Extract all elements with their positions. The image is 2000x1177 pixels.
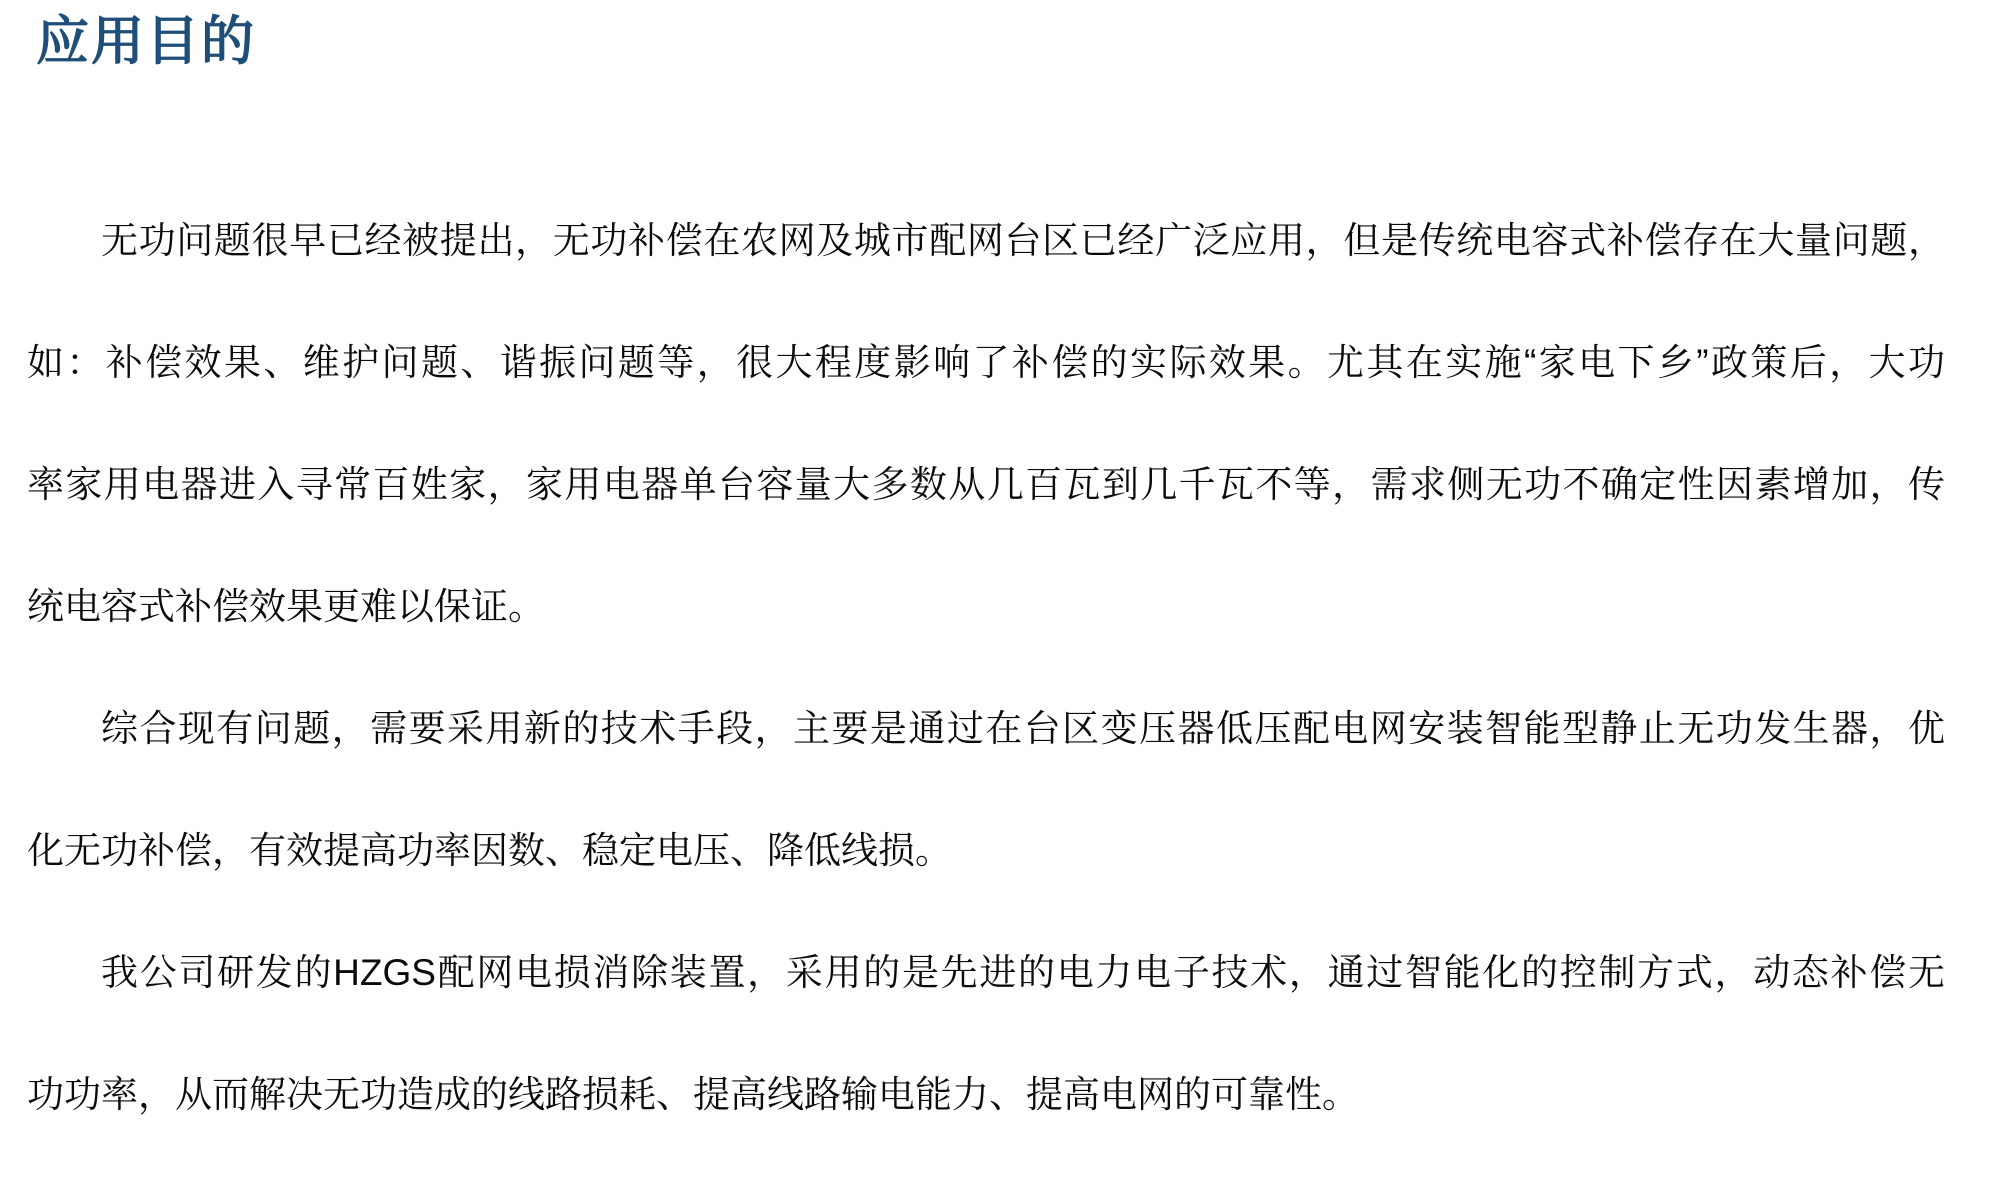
page-title: 应用目的: [36, 12, 256, 71]
text-line: 综合现有问题，需要采用新的技术手段，主要是通过在台区变压器低压配电网安装智能型静止无功发生器，优: [101, 708, 1945, 749]
paragraph: [27, 180, 1945, 668]
text-line: 我公司研发的HZGS配网电损消除装置，采用的是先进的电力电子技术，通过智能化的控制方式，动态补偿无: [101, 952, 1945, 993]
text-line: 功功率，从而解决无功造成的线路损耗、提高线路输电能力、提高电网的可靠性。: [27, 1074, 1359, 1115]
paragraph: [27, 912, 1945, 1156]
body-text: [27, 180, 1945, 1156]
paragraph: [27, 668, 1945, 912]
text-line: 无功问题很早已经被提出，无功补偿在农网及城市配网台区已经广泛应用，但是传统电容式补偿存在大量问题，: [101, 220, 1945, 261]
text-line: 化无功补偿，有效提高功率因数、稳定电压、降低线损。: [27, 830, 952, 871]
text-line: 统电容式补偿效果更难以保证。: [27, 586, 545, 627]
text-line: 如：补偿效果、维护问题、谐振问题等，很大程度影响了补偿的实际效果。尤其在实施“家电下乡”政策后，大功: [27, 342, 1945, 383]
text-line: 率家用电器进入寻常百姓家，家用电器单台容量大多数从几百瓦到几千瓦不等，需求侧无功不确定性因素增加，传: [27, 464, 1945, 505]
